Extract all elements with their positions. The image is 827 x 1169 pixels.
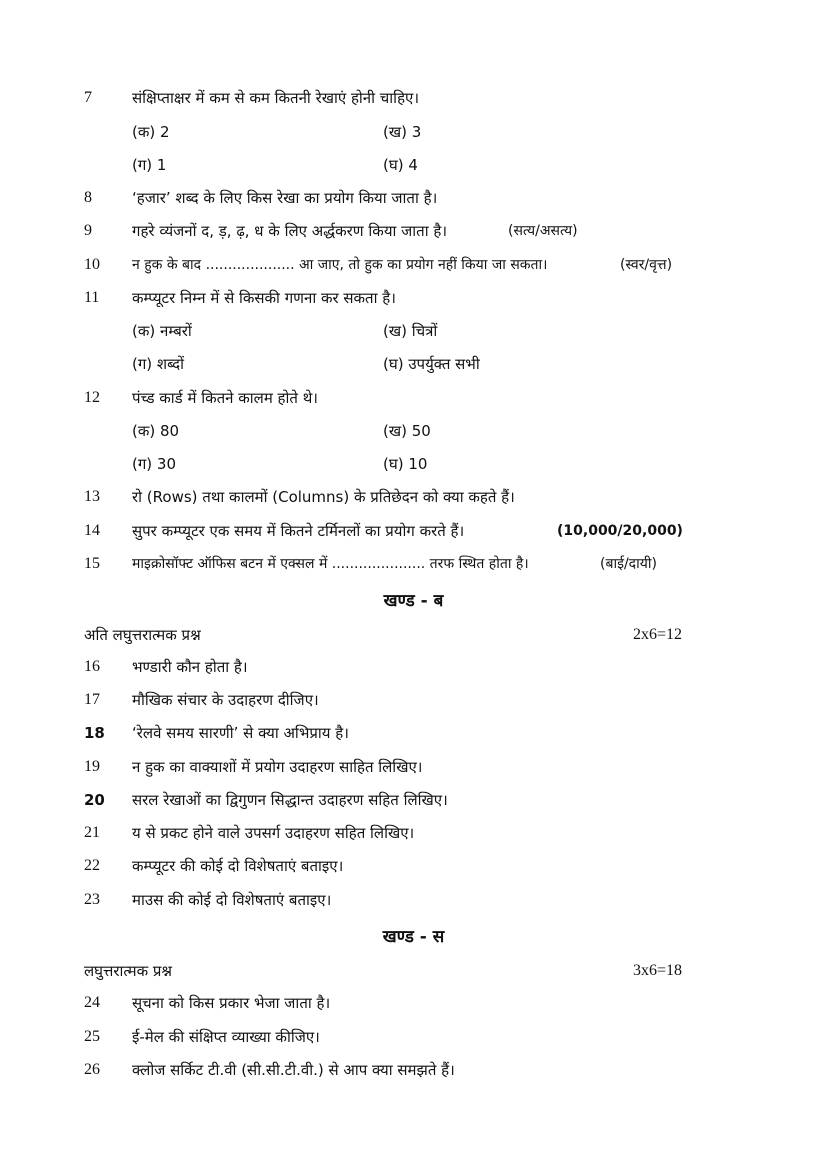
option-kha: (ख) 3: [383, 123, 422, 141]
section-marks: 3x6=18: [633, 962, 683, 979]
question-text: न हुक का वाक्याशों में प्रयोग उदाहरण साहित लिखिए।: [132, 758, 423, 776]
question-text: कम्प्यूटर की कोई दो विशेषताएं बताइए।: [132, 857, 344, 875]
question-text: सरल रेखाओं का द्विगुणन सिद्धान्त उदाहरण सहित लिखिए।: [132, 791, 448, 809]
question-text: न हुक के बाद .................... आ जाए, तो हुक का प्रयोग नहीं किया जा सकता।: [132, 257, 548, 273]
option-ga: (ग) 30: [132, 455, 177, 473]
question-text: ‘हजार’ शब्द के लिए किस रेखा का प्रयोग किया जाता है।: [132, 189, 438, 207]
question-text: कम्प्यूटर निम्न में से किसकी गणना कर सकता है।: [132, 289, 396, 307]
question-number: 16: [84, 658, 100, 675]
option-ka: (क) नम्बरों: [132, 322, 192, 340]
option-gha: (घ) 10: [383, 455, 428, 473]
option-ga: (ग) शब्दों: [132, 355, 184, 373]
section-marks: 2x6=12: [633, 626, 683, 643]
option-kha: (ख) 50: [383, 422, 431, 440]
section-subtitle: अति लघुत्तरात्मक प्रश्न: [84, 626, 201, 644]
question-text: ई-मेल की संक्षिप्त व्याख्या कीजिए।: [132, 1028, 320, 1046]
option-gha: (घ) 4: [383, 156, 418, 174]
question-number: 13: [84, 488, 100, 505]
answer-choice-tag: (बाई/दायी): [600, 556, 657, 572]
question-number: 17: [84, 691, 100, 708]
section-c-title: खण्ड - स: [382, 927, 445, 947]
section-subtitle: लघुत्तरात्मक प्रश्न: [84, 962, 173, 980]
answer-choice-tag: (10,000/20,000): [557, 523, 683, 539]
question-number: 22: [84, 857, 100, 874]
question-text: गहरे व्यंजनों द, ड़, ढ़, ध के लिए अर्द्धकरण किया जाता है।: [132, 222, 448, 240]
question-number: 7: [84, 89, 92, 106]
question-number: 25: [84, 1028, 100, 1045]
question-number: 26: [84, 1061, 100, 1078]
question-text: ‘रेलवे समय सारणी’ से क्या अभिप्राय है।: [132, 724, 349, 742]
question-text: भण्डारी कौन होता है।: [132, 658, 248, 676]
question-number: 8: [84, 189, 92, 206]
question-number: 12: [84, 389, 100, 406]
question-number: 20: [84, 791, 105, 809]
section-b-title: खण्ड - ब: [383, 591, 444, 611]
option-ka: (क) 80: [132, 422, 180, 440]
question-number: 14: [84, 522, 100, 539]
question-text: य से प्रकट होने वाले उपसर्ग उदाहरण सहित लिखिए।: [132, 824, 415, 842]
question-text: सूचना को किस प्रकार भेजा जाता है।: [132, 994, 331, 1012]
question-text: मौखिक संचार के उदाहरण दीजिए।: [132, 691, 319, 709]
question-number: 19: [84, 758, 100, 775]
question-text: रो (Rows) तथा कालमों (Columns) के प्रतिछेदन को क्या कहते हैं।: [132, 488, 515, 506]
question-number: 21: [84, 824, 100, 841]
question-number: 18: [84, 724, 105, 742]
question-text: सुपर कम्प्यूटर एक समय में कितने टर्मिनलों का प्रयोग करते हैं।: [132, 522, 465, 540]
question-number: 11: [84, 289, 100, 306]
answer-choice-tag: (सत्य/असत्य): [508, 223, 578, 239]
question-text: माउस की कोई दो विशेषताएं बताइए।: [132, 891, 332, 909]
question-number: 15: [84, 555, 100, 572]
answer-choice-tag: (स्वर/वृत्त): [620, 257, 673, 273]
option-ka: (क) 2: [132, 123, 170, 141]
question-number: 24: [84, 994, 100, 1011]
question-number: 9: [84, 222, 92, 239]
option-gha: (घ) उपर्युक्त सभी: [383, 355, 480, 373]
question-text: संक्षिप्ताक्षर में कम से कम कितनी रेखाएं होनी चाहिए।: [132, 89, 420, 107]
question-text: क्लोज सर्किट टी.वी (सी.सी.टी.वी.) से आप क्या समझते हैं।: [132, 1061, 455, 1079]
question-text: माइक्रोसॉफ्ट ऑफिस बटन में एक्सल में ..................... तरफ स्थित होता है।: [132, 556, 529, 572]
question-number: 10: [84, 256, 100, 273]
option-kha: (ख) चित्रों: [383, 322, 438, 340]
question-number: 23: [84, 891, 100, 908]
question-text: पंच्ड कार्ड में कितने कालम होते थे।: [132, 389, 318, 407]
option-ga: (ग) 1: [132, 156, 167, 174]
